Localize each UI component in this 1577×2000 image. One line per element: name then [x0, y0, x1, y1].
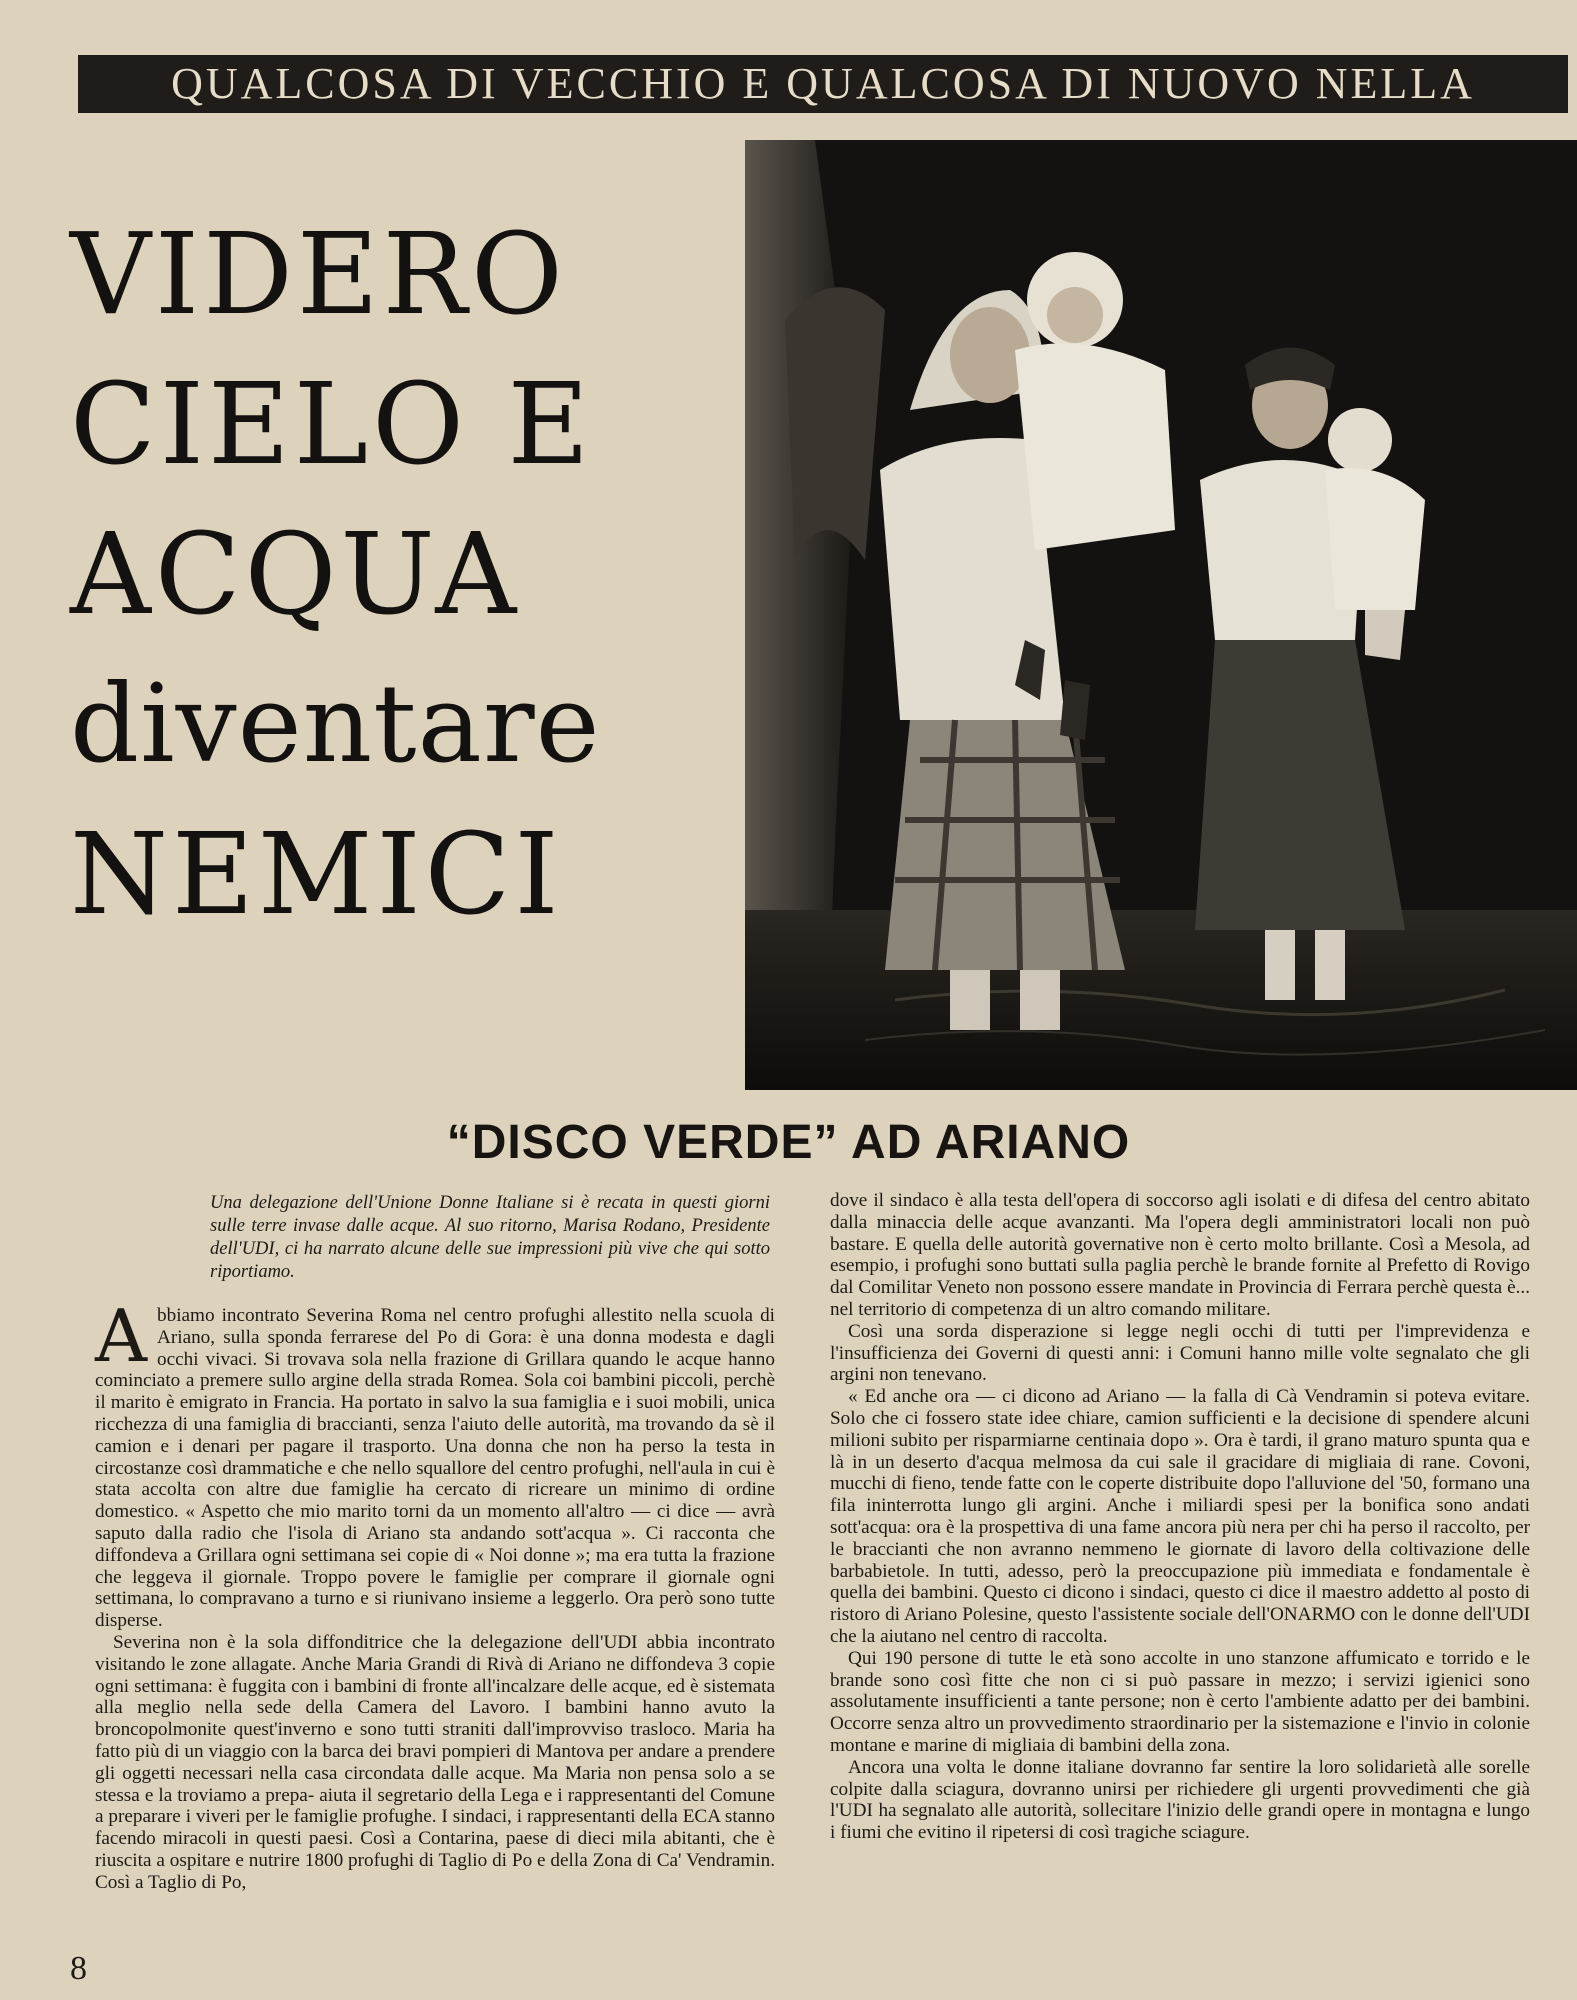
page-number: 8: [70, 1950, 87, 1987]
headline-line-3: ACQUA: [70, 510, 521, 640]
headline-line-1: VIDERO: [70, 210, 567, 340]
banner-text: QUALCOSA DI VECCHIO E QUALCOSA DI NUOVO NELLA: [171, 59, 1475, 108]
headline-line-4: diventare: [70, 662, 601, 787]
headline-line-2: CIELO E: [70, 360, 594, 490]
article-headline: [70, 200, 670, 950]
paragraph-1: [95, 1294, 775, 1632]
article-subheading: “DISCO VERDE” AD ARIANO: [446, 1116, 1131, 1169]
flood-photo-illustration: [745, 140, 1577, 1090]
paragraph-3: dove il sindaco è alla testa dell'opera di soccorso agli isolati e di difesa del centro abitato dalla minaccia delle acque avanzanti. Ma l'opera degli amministratori locali non può bastare. E quella delle autorità governative non è certo molto brillante. Così a Mesola, ad esempio, i profughi sono buttati sulla paglia perchè le brande fornite al Prefetto di Rovigo dal Comilitar Veneto non possono essere mandate in Provincia di Ferrara perchè questa è... nel territorio di competenza di un altro comando militare.: [830, 1190, 1530, 1320]
paragraph-5: « Ed anche ora — ci dicono ad Ariano — la falla di Cà Vendramin si poteva evitare. Solo che ci fossero state idee chiare, camion sufficienti e la decisione di spendere alcuni milioni subito per risparmiarne centinaia dopo ». Ora è tardi, il grano maturo spunta qua e là in un deserto d'acqua melmosa da cui sale il gracidare di migliaia di rane. Covoni, mucchi di fieno, tende fatte con le coperte distribuite dopo l'alluvione del '50, formano una fila ininterrotta lungo gli argini. Anche i miliardi spesi per la bonifica sono andati sott'acqua: ora è la prospettiva di una fame ancora più nera per chi ha perso il raccolto, per le braccianti che non avranno nemmeno le giornate di lavoro della coltivazione delle barbabietole. In tutti, adesso, però la preoccupazione più immediata e fondamentale è quella dei bambini. Questo ci dicono i sindaci, questo ci dice il maestro addetto al posto di ristoro di Ariano Polesine, questo l'assistente sociale dell'ONARMO con le donne dell'UDI che la aiutano nel centro di raccolta.: [830, 1386, 1530, 1647]
article-intro: Una delegazione dell'Unione Donne Italiane si è recata in questi giorni sulle terre invase dalle acque. Al suo ritorno, Marisa Rodano, Presidente dell'UDI, ci ha narrato alcune delle sue impressioni più vive che qui sotto riportiamo.: [210, 1193, 770, 1282]
paragraph-6: Qui 190 persone di tutte le età sono accolte in uno stanzone affumicato e torrido e le brande sono così fitte che non ci si può passare in mezzo; i servizi igienici sono assolutamente insufficienti a tante persone; non è certo l'ambiente adatto per dei bambini. Occorre senza altro un provvedimento straordinario per la sistemazione e l'invio in colonie montane e marine di migliaia di bambini della zona.: [830, 1647, 1530, 1756]
headline-line-5: NEMICI: [70, 810, 563, 940]
article-column-left: [95, 1294, 775, 1894]
article-column-right: [830, 1190, 1530, 1844]
paragraph-1-text: bbiamo incontrato Severina Roma nel centro profughi allestito nella scuola di Ariano, sulla sponda ferrarese del Po di Gora: è una donna modesta e dagli occhi vivaci. Si trovava sola nella frazione di Grillara quando le acque hanno cominciato a premere sullo argine della strada Romea. Sola coi bambini piccoli, perchè il marito è emigrato in Francia. Ha portato in salvo la sua famiglia e i suoi mobili, unica ricchezza di una famiglia di braccianti, senza l'aiuto delle autorità, ma trovando da sè il camion e i denari per pagare il trasporto. Una donna che non ha perso la testa in circostanze così drammatiche e che nello squallore del centro profughi, nell'aula in cui è stata accolta con altre due famiglie ha cercato di ricreare un minimo di ordine domestico. « Aspetto che mio marito torni da un momento all'altro — ci dice — avrà saputo dalla radio che l'isola di Ariano sta andando sott'acqua ». Ci racconta che diffondeva a Grillara ogni settimana sei copie di « Noi donne »; ma era tutta la frazione che leggeva il giornale. Troppo povere le famiglie per comprare il giornale ogni settimana, lo compravano a turno e si riunivano insieme a leggerlo. Ora però sono tutte disperse.: [95, 1305, 775, 1632]
paragraph-4: Così una sorda disperazione si legge negli occhi di tutti per l'imprevidenza e l'insufficienza dei Governi di questi anni: i Comuni hanno mille volte segnalato che gli argini non tenevano.: [830, 1320, 1530, 1386]
flood-photo: [745, 140, 1577, 1090]
paragraph-7: Ancora una volta le donne italiane dovranno far sentire la loro solidarietà alle sorelle colpite dalla sciagura, dovranno unirsi per richiedere gli urgenti provvedimenti che già l'UDI ha segnalato alle autorità, sollecitare l'inizio delle grandi opere in montagna e lungo i fiumi che evitino il ripetersi di così tragiche sciagure.: [830, 1756, 1530, 1844]
drop-cap: A: [95, 1294, 147, 1378]
paragraph-2: Severina non è la sola diffonditrice che la delegazione dell'UDI abbia incontrato visitando le zone allagate. Anche Maria Grandi di Rivà di Ariano ne diffondeva 3 copie ogni settimana: è fuggita con i bambini di fronte all'incalzare delle acque, ed è sistemata alla meglio nella sede della Camera del Lavoro. I bambini hanno avuto la broncopolmonite quest'inverno e sono tutti straniti dall'improvviso trasloco. Maria ha fatto più di un viaggio con la barca dei bravi pompieri di Mantova per andare a prendere gli oggetti necessari nella casa circondata dalle acque. Ma Maria non pensa solo a se stessa e la troviamo a prepa- aiuta il segretario della Lega e i rappresentanti del Comune a preparare i viveri per le famiglie profughe. I sindaci, i rappresentanti della ECA stanno facendo miracoli in questi paesi. Così a Contarina, paese di dieci mila abitanti, che è riuscita a ospitare e nutrire 1800 profughi di Taglio di Po e della Zona di Ca' Vendramin. Così a Taglio di Po,: [95, 1631, 775, 1893]
section-banner: [78, 55, 1568, 113]
